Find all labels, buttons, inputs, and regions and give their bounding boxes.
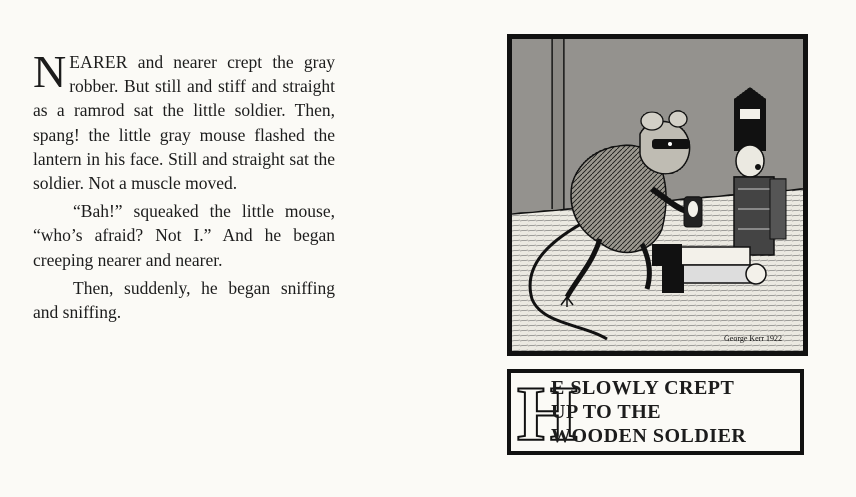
caption-line-3: WOODEN SOLDIER	[551, 425, 747, 447]
soldier-face	[736, 145, 764, 177]
story-text	[33, 46, 335, 324]
mouse-ear	[641, 112, 663, 130]
illustration-frame	[507, 34, 808, 356]
soldier-leg	[680, 247, 750, 265]
mouse-and-soldier-illustration	[512, 39, 803, 351]
caption-line-2: UP TO THE	[551, 401, 662, 423]
paragraph-1-body: and nearer crept the gray robber. But still and stiff and straight as a ramrod sat the little soldier. Then, spang! the little gray mouse flashed the lantern in his face. Still and straight sat the soldier. Not a muscle moved.	[33, 52, 335, 194]
soldier-boot	[662, 265, 684, 293]
soldier-hat	[734, 99, 766, 151]
paragraph-2: “Bah!” squeaked the little mouse, “who’s afraid? Not I.” And he began creeping nearer and nearer.	[33, 201, 335, 270]
paragraph-3: Then, suddenly, he began sniffing and sniffing.	[33, 277, 335, 323]
lead-caps: EARER	[69, 52, 128, 72]
artist-signature: George Kerr 1922	[724, 334, 783, 343]
soldier-boot	[652, 244, 682, 266]
caption-box	[507, 369, 804, 455]
caption-initial: H	[517, 373, 578, 451]
mouse-ear	[669, 111, 687, 127]
caption-line-1: E SLOWLY CREPT	[551, 377, 735, 399]
caption-inner	[511, 373, 800, 451]
drop-cap: N	[33, 46, 67, 97]
paragraph-1	[33, 46, 335, 195]
wall-post	[552, 39, 564, 209]
